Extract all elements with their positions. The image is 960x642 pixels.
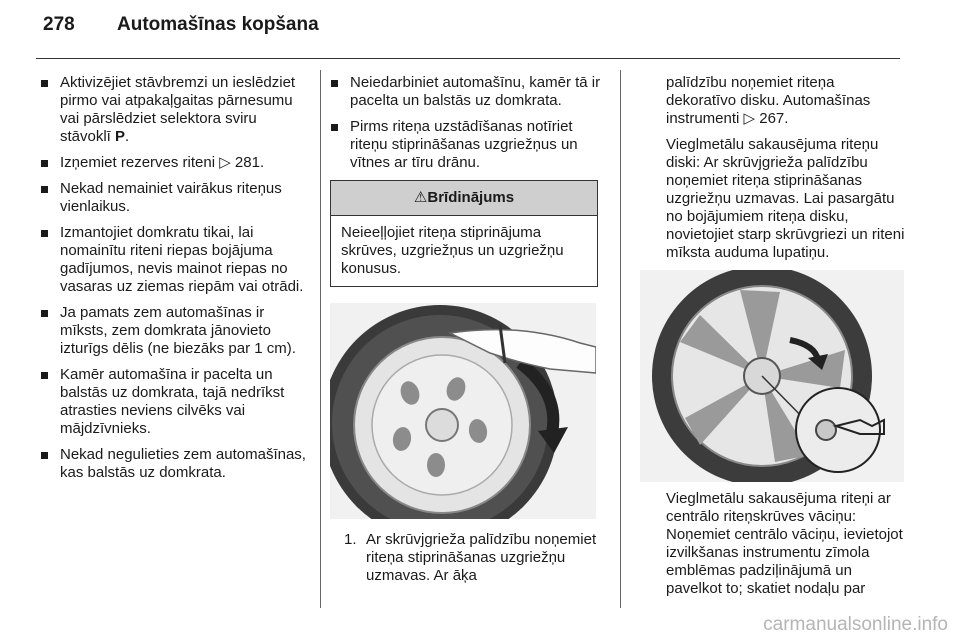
- paragraph: Vieglmetālu sakausējuma riteņi ar centrālo riteņskrūves vāciņu: Noņemiet centrālo vāciņu, ievietojot izvilkšanas instrumentu zīmola emblēmas padziļinājumā un pavelkot to; skatiet nodaļu par: [666, 490, 903, 597]
- list-item: Kamēr automašīna ir pacelta un balstās uz domkrata, tajā nedrīkst atrasties neviens cilvēks vai mājdzīvnieks.: [40, 366, 310, 438]
- step-text: Ar skrūvjgrieža palīdzību noņemiet riteņa stiprināšanas uzgriežņu uzmavas. Ar āķa: [366, 531, 597, 584]
- warning-box: [330, 180, 598, 287]
- header-rule: [36, 58, 900, 59]
- list-item: Pirms riteņa uzstādīšanas notīriet riteņu stiprināšanas uzgriežņus un vītnes ar tīru drānu.: [330, 118, 605, 172]
- list-item: Aktivizējiet stāvbremzi un ieslēdziet pirmo vai atpakaļgaitas pārnesumu vai pārslēdziet selektora sviru stāvoklī P.: [40, 74, 310, 146]
- watermark: carmanualsonline.info: [763, 614, 948, 635]
- page-header: [43, 14, 319, 44]
- column-divider: [320, 70, 321, 608]
- list-item: Izņemiet rezerves riteni ▷ 281.: [40, 154, 310, 172]
- page-title: Automašīnas kopšana: [117, 14, 319, 35]
- list-item: Neiedarbiniet automašīnu, kamēr tā ir pacelta un balstās uz domkrata.: [330, 74, 605, 110]
- step-1: [330, 531, 605, 585]
- warning-text: Neieeļļojiet riteņa stiprinājuma skrūves, uzgriežņus un uzgriežņu konusus.: [341, 224, 564, 277]
- column-3: [640, 74, 905, 606]
- hubcap-removal-illustration: [330, 303, 596, 519]
- list-item: Nekad negulieties zem automašīnas, kas balstās uz domkrata.: [40, 446, 310, 482]
- warning-icon: ⚠: [413, 189, 428, 206]
- warning-header: [331, 181, 597, 216]
- alloy-wheel-illustration: [640, 270, 904, 482]
- step-number: 1.: [344, 531, 357, 548]
- warning-title: Brīdinājums: [427, 189, 515, 206]
- list-item: Nekad nemainiet vairākus riteņus vienlaikus.: [40, 180, 310, 216]
- paragraph: Vieglmetālu sakausējuma riteņu diski: Ar skrūvjgrieža palīdzību noņemiet riteņa stiprināšanas uzgriežņu uzmavas. Lai pasargātu no bojājumiem riteņa disku, novietojiet starp skrūvgriezi un riteni mīksta auduma lupatiņu.: [666, 136, 905, 261]
- paragraph: palīdzību noņemiet riteņa dekoratīvo disku. Automašīnas instrumenti ▷ 267.: [666, 74, 871, 127]
- column-divider: [620, 70, 621, 608]
- column-1: [40, 74, 310, 490]
- list-item: Ja pamats zem automašīnas ir mīksts, zem domkrata jānovieto izturīgs dēlis (ne biezāks par 1 cm).: [40, 304, 310, 358]
- list-item: Izmantojiet domkratu tikai, lai nomainītu riteni riepas bojājuma gadījumos, nevis mainot riepas no vasaras uz ziemas riepām vai otrādi.: [40, 224, 310, 296]
- column-2: [330, 74, 605, 585]
- page-number: 278: [43, 14, 75, 35]
